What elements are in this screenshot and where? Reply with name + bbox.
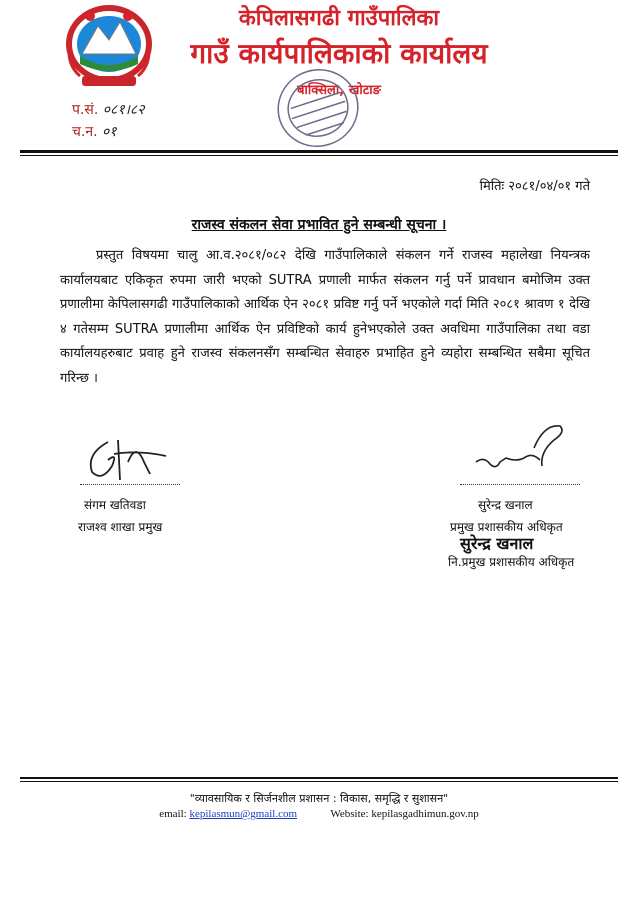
left-signatory-name: संगम खतिवडा	[84, 498, 146, 512]
website-text: kepilasgadhimun.gov.np	[371, 808, 479, 820]
reference-number-value: ०८१।८२	[102, 102, 145, 118]
footer-divider-thin	[20, 781, 618, 782]
header-divider	[20, 150, 618, 153]
right-signatory-title: प्रमुख प्रशासकीय अधिकृत	[450, 520, 563, 534]
right-signature-icon	[470, 418, 570, 478]
dispatch-number	[72, 122, 117, 141]
reference-number-label: प.सं.	[72, 102, 99, 118]
dispatch-number-label: च.न.	[72, 124, 98, 140]
office-stamp-icon	[270, 62, 366, 154]
date-value: २०८१/०४/०१	[508, 179, 572, 194]
date-label: मितिः	[479, 179, 505, 194]
left-signature-icon	[78, 432, 178, 484]
left-signatory-title: राजश्व शाखा प्रमुख	[78, 520, 163, 534]
left-signature-line	[80, 484, 180, 485]
right-signatory-name: सुरेन्द्र खनाल	[478, 498, 533, 512]
footer-divider	[20, 777, 618, 779]
subject-text: राजस्व संकलन सेवा प्रभावित हुने सम्बन्धी सूचना ।	[191, 217, 447, 233]
right-signature-line	[460, 484, 580, 485]
municipality-name: केपिलासगढी गाउँपालिका	[238, 6, 440, 31]
subject-line	[0, 215, 638, 234]
header-divider-thin	[20, 155, 618, 156]
office-name: गाउँ कार्यपालिकाको कार्यालय	[190, 37, 488, 70]
dispatch-number-value: ०१	[102, 124, 117, 140]
website-label: Website:	[330, 808, 369, 820]
footer-motto: "व्यावसायिक र सिर्जनशील प्रशासन : विकास, समृद्धि र सुशासन"	[189, 792, 449, 805]
title-stamp: नि.प्रमुख प्रशासकीय अधिकृत	[448, 555, 575, 569]
footer-contact	[0, 808, 638, 820]
email-link[interactable]: kepilasmun@gmail.com	[189, 808, 298, 820]
office-location: बाक्सिला, खोटाङ	[297, 83, 381, 98]
email-label: email:	[159, 808, 187, 820]
letter-date	[480, 176, 590, 194]
name-stamp: सुरेन्द्र खनाल	[460, 534, 534, 553]
date-suffix: गते	[575, 179, 590, 194]
notice-body: प्रस्तुत विषयमा चालु आ.व.२०८१/०८२ देखि गाउँपालिकाले संकलन गर्ने राजस्व महालेखा नियन्त्रक कार्यालयबाट एकिकृत रुपमा जारी भएको SUTRA प्रणाली मार्फत संकलन गर्नु पर्ने प्रावधान बमोजिम उक्त प्रणालीमा केपिलासगढी गाउँपालिकाको आर्थिक ऐन २०८१ प्रविष्ट गर्नु पर्ने भएकोले गर्दा मिति २०८१ श्रावण १ देखि ४ गतेसम्म SUTRA प्रणालीमा आर्थिक ऐन प्रविष्टिको कार्य हुनेभएकोले उक्त अवधिमा गाउँपालिका तथा वडा कार्यालयहरुबाट प्रवाह हुने राजस्व संकलनसँग सम्बन्धित सेवाहरु प्रभाहित हुने व्यहोरा सम्बन्धित सबैमा सूचित गरिन्छ ।	[60, 248, 590, 386]
reference-number	[72, 100, 145, 119]
